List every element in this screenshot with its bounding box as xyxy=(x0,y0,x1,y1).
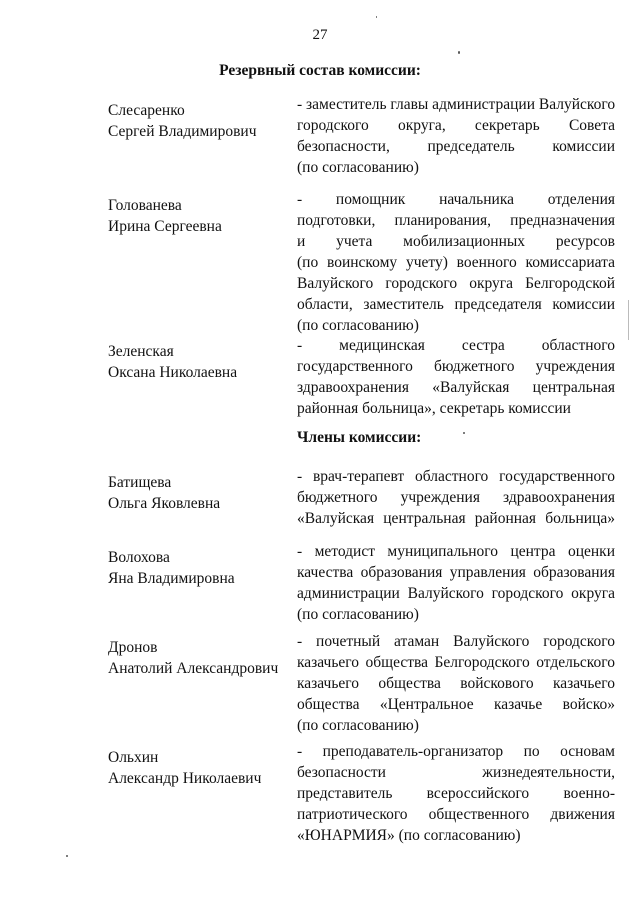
member-role xyxy=(297,631,615,736)
member-role xyxy=(297,335,615,419)
member-given-name: Ольга Яковлевна xyxy=(108,495,221,512)
member-given-name: Сергей Владимирович xyxy=(108,123,257,140)
role-line: городского округа, секретарь Совета xyxy=(297,117,615,134)
member-surname: Голованева xyxy=(108,197,182,214)
page-number: 27 xyxy=(312,27,328,43)
role-line: - почетный атаман Валуйского городского xyxy=(297,633,615,650)
member-role xyxy=(297,189,615,336)
role-line: - методист муниципального центра оценки xyxy=(297,543,615,560)
scan-edge-mark xyxy=(628,300,629,340)
role-line: (по согласованию) xyxy=(297,606,419,623)
role-line: - помощник начальника отделения xyxy=(297,191,615,208)
scan-speck xyxy=(66,855,68,857)
member-surname: Волохова xyxy=(108,549,170,566)
role-line: бюджетного учреждения здравоохранения xyxy=(297,489,615,506)
scan-speck xyxy=(376,16,377,18)
member-given-name: Оксана Николаевна xyxy=(108,364,238,381)
role-line: (по согласованию) xyxy=(297,317,419,334)
role-line: (по воинскому учету) военного комиссариата xyxy=(297,254,615,271)
member-name xyxy=(108,747,288,789)
role-line: подготовки, планирования, предназначения xyxy=(297,212,615,229)
member-name xyxy=(108,341,288,383)
role-line: патриотического общественного движения xyxy=(297,806,615,823)
role-line: - врач-терапевт областного государственного xyxy=(297,468,615,485)
role-line: области, заместитель председателя комиссии xyxy=(297,296,615,313)
member-given-name: Яна Владимировна xyxy=(108,570,235,587)
member-role xyxy=(297,466,615,529)
member-name xyxy=(108,195,288,237)
role-line: казачьего общества Белгородского отдельского xyxy=(297,654,615,671)
role-line: - преподаватель-организатор по основам xyxy=(297,743,615,760)
scan-speck xyxy=(463,432,465,434)
role-line: безопасности, председатель комиссии xyxy=(297,138,615,155)
role-line: представитель всероссийского военно- xyxy=(297,785,615,802)
member-surname: Ольхин xyxy=(108,749,159,766)
role-line: государственного бюджетного учреждения xyxy=(297,358,615,375)
member-name xyxy=(108,547,288,589)
member-surname: Дронов xyxy=(108,639,158,656)
member-role xyxy=(297,541,615,625)
member-surname: Батищева xyxy=(108,474,172,491)
role-line: (по согласованию) xyxy=(297,717,419,734)
member-role xyxy=(297,94,615,178)
reserve-composition-heading: Резервный состав комиссии: xyxy=(219,62,421,79)
role-line: общества «Центральное казачье войско» xyxy=(297,696,615,713)
member-surname: Слесаренко xyxy=(108,102,185,119)
member-given-name: Анатолий Александрович xyxy=(108,660,279,677)
role-line: «Валуйская центральная районная больница» xyxy=(297,510,615,527)
role-line: (по согласованию) xyxy=(297,159,419,176)
role-line: районная больница», секретарь комиссии xyxy=(297,400,571,417)
role-line: безопасности жизнедеятельности, xyxy=(297,764,615,781)
members-heading: Члены комиссии: xyxy=(297,429,422,446)
member-name xyxy=(108,472,288,514)
role-line: администрации Валуйского городского округа xyxy=(297,585,615,602)
member-surname: Зеленская xyxy=(108,343,174,360)
role-line: и учета мобилизационных ресурсов xyxy=(297,233,615,250)
role-line: здравоохранения «Валуйская центральная xyxy=(297,379,615,396)
role-line: «ЮНАРМИЯ» (по согласованию) xyxy=(297,827,521,844)
role-line: казачьего общества войскового казачьего xyxy=(297,675,615,692)
role-line: - заместитель главы администрации Валуйского xyxy=(297,96,616,113)
role-line: - медицинская сестра областного xyxy=(297,337,615,354)
member-given-name: Ирина Сергеевна xyxy=(108,218,222,235)
member-role xyxy=(297,741,615,846)
role-line: качества образования управления образования xyxy=(297,564,615,581)
member-name xyxy=(108,637,288,679)
member-name xyxy=(108,100,288,142)
member-given-name: Александр Николаевич xyxy=(108,770,262,787)
scan-speck xyxy=(458,51,460,54)
role-line: Валуйского городского округа Белгородской xyxy=(297,275,615,292)
